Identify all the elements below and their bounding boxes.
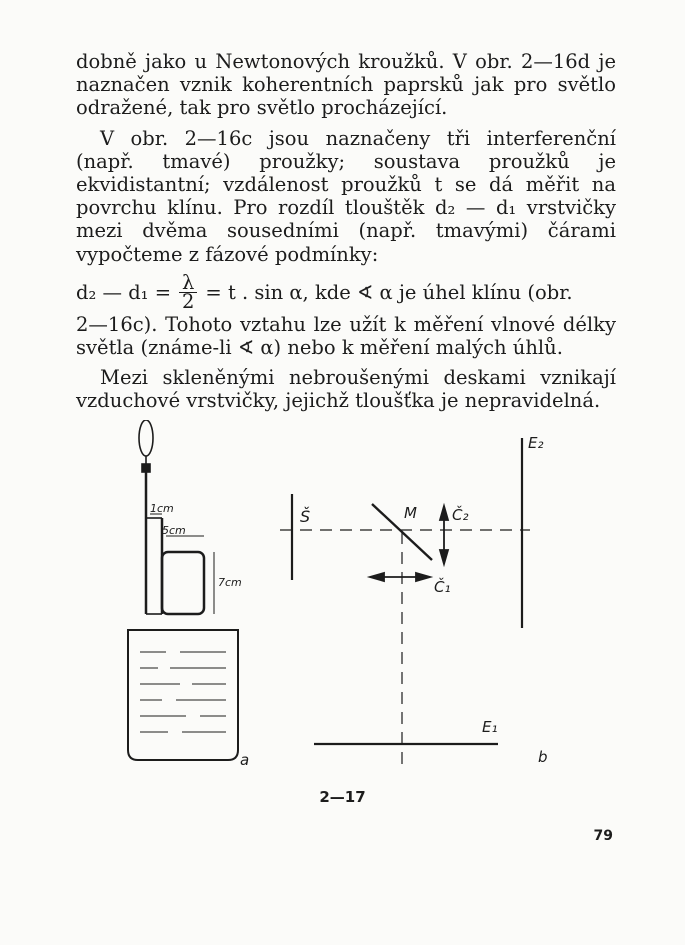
wire-frame: [162, 552, 204, 614]
arrow-c1-right: [416, 573, 430, 581]
paragraph-3: 2—16c). Tohoto vztahu lze užít k měření vlnové délky světla (známe-li ∢ α) nebo k měření malých úhlů.: [76, 312, 616, 360]
label-7cm: 7cm: [218, 576, 242, 589]
arrow-c2-down: [440, 550, 448, 564]
label-source: Š: [300, 507, 311, 526]
formula-fraction: [179, 271, 197, 314]
label-e1: E₁: [482, 718, 498, 736]
liquid-lines: [140, 652, 226, 732]
arrow-c1-left: [370, 573, 384, 581]
paragraph-4: Mezi skleněnými nebroušenými deskami vznikají vzduchové vrstvičky, jejichž tloušťka je nepravidelná.: [76, 366, 616, 413]
paragraph-2: V obr. 2—16c jsou naznačeny tři interferenční (např. tmavé) proužky; soustava proužků je ekvidistantní; vzdálenost proužků t se dá měřit na povrchu klínu. Pro rozdíl tlouštěk d₂ — d₁ vrstvičky mezi dvěma sousedními (např. tmavými) čárami vypočteme z fázové podmínky:: [76, 126, 616, 266]
label-1cm: 1cm: [150, 502, 174, 515]
figure-caption: 2—17: [319, 788, 366, 806]
page-number: 79: [593, 828, 613, 844]
formula-denominator: 2: [182, 290, 195, 314]
formula-numerator: λ: [179, 274, 197, 293]
label-5cm: 5cm: [162, 524, 186, 537]
body-text: [76, 50, 616, 420]
figure-2-17: [110, 420, 570, 780]
label-b: b: [538, 748, 548, 766]
formula-rhs: = t . sin α, kde ∢ α je úhel klínu (obr.: [205, 281, 573, 305]
arrow-c2-up: [440, 506, 448, 520]
label-c1: Č₁: [434, 578, 451, 596]
label-c2: Č₂: [452, 506, 469, 524]
pipette-clamp: [142, 464, 150, 472]
figure-drawing: [110, 420, 570, 780]
paragraph-1: dobně jako u Newtonových kroužků. V obr. 2—16d je naznačen vznik koherentních paprsků jak pro světlo odražené, tak pro světlo procházející.: [76, 50, 616, 120]
pipette-bulb: [139, 420, 153, 456]
label-a: a: [240, 751, 250, 769]
figure-a: [128, 420, 238, 760]
formula: [76, 273, 616, 313]
formula-lhs: d₂ — d₁ =: [76, 281, 172, 305]
label-mirror: M: [404, 504, 417, 522]
label-e2: E₂: [528, 434, 544, 452]
beaker: [128, 630, 238, 760]
